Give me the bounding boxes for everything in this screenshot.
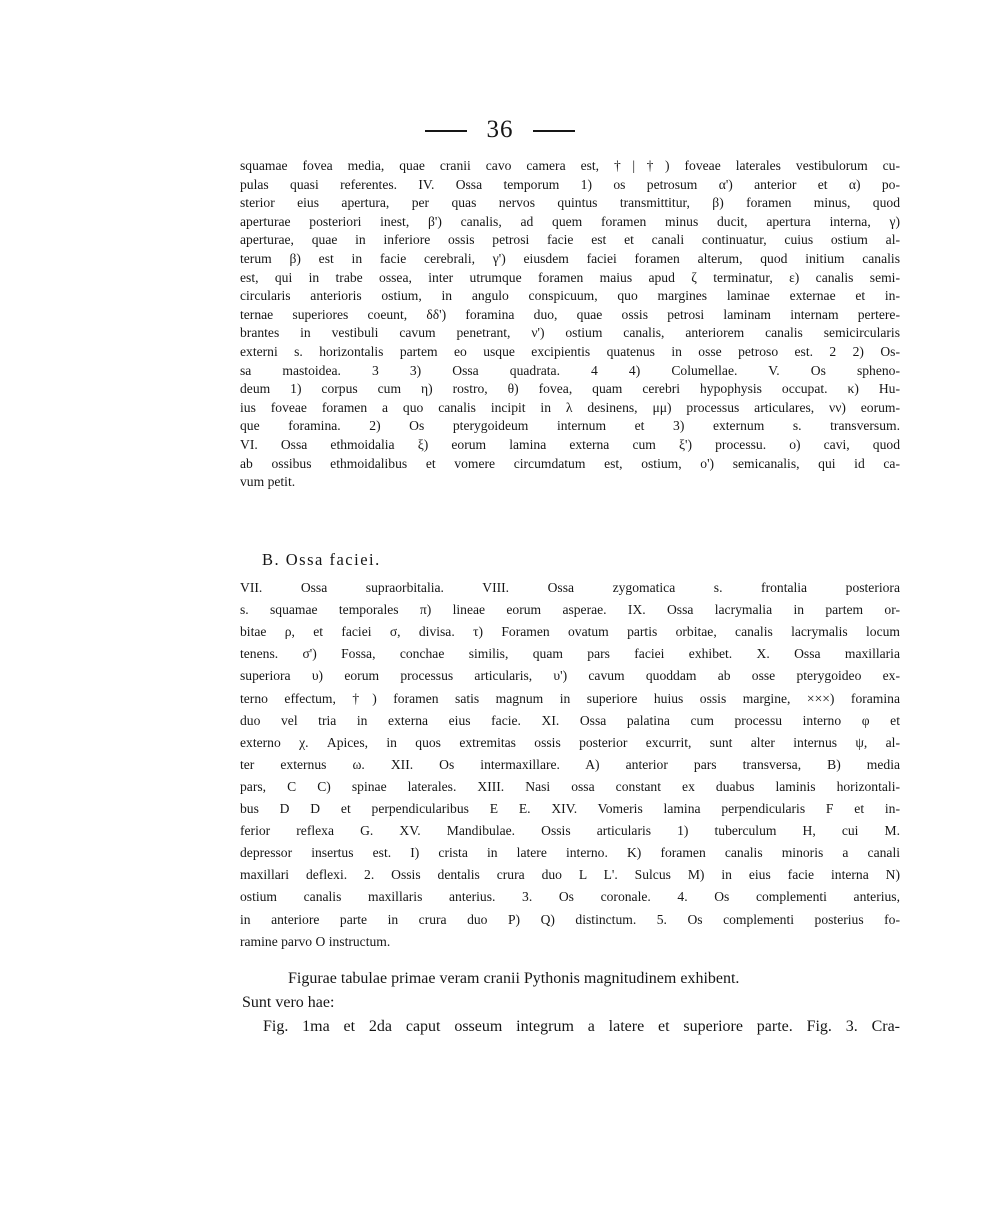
paragraph-line: Figurae tabulae primae veram cranii Pythonis magnitudinem exhibent. [288, 970, 740, 987]
text-line: tenens. σ') Fossa, conchae similis, quam pars faciei exhibet. X. Ossa maxillaria [240, 646, 900, 662]
text-line: vum petit. [240, 474, 296, 490]
header-dash-left [425, 130, 467, 132]
text-line: est, qui in trabe ossea, inter utrumque foramen maius apud ζ terminatur, ε) canalis semi- [240, 269, 900, 285]
text-line: terno effectum, †) foramen satis magnum in superiore huius ossis margine, ×××) foramina [240, 690, 900, 706]
text-line: bitae ρ, et faciei σ, divisa. τ) Foramen ovatum partis orbitae, canalis lacrymalis locum [240, 624, 900, 640]
text-line: terum β) est in facie cerebrali, γ') eiusdem faciei foramen alterum, quod initium canalis [240, 251, 900, 266]
section-heading: B. Ossa faciei. [262, 550, 381, 569]
paragraph-line: Sunt vero hae: [242, 994, 335, 1011]
text-line: ab ossibus ethmoidalibus et vomere circumdatum est, ostium, ο') semicanalis, qui id ca- [240, 455, 900, 471]
text-line: ramine parvo O instructum. [240, 933, 391, 949]
text-line: bus D D et perpendicularibus E E. XIV. Vomeris lamina perpendicularis F et in- [240, 801, 900, 816]
text-line: ternae superiores coeunt, δδ') foramina duo, quae ossis petrosi laminam internam pertere- [240, 306, 900, 322]
text-line: ostium canalis maxillaris anterius. 3. Os coronale. 4. Os complementi anterius, [240, 889, 900, 905]
text-line: circularis anterioris ostium, in angulo conspicuum, quo margines laminae externae et in- [240, 288, 900, 304]
text-line: pulas quasi referentes. IV. Ossa temporum 1) os petrosum α') anterior et α) po- [240, 176, 900, 192]
text-line: s. squamae temporales π) lineae eorum asperae. IX. Ossa lacrymalia in partem or- [240, 602, 900, 618]
page-header [0, 116, 1000, 144]
page-number: 36 [486, 116, 514, 143]
text-line: aperturae, quae in inferiore ossis petrosi facie est et canali continuatur, cuius ostium al- [240, 232, 900, 248]
text-line: que foramina. 2) Os pterygoideum internum et 3) externum s. transversum. [240, 418, 900, 434]
text-line: maxillari deflexi. 2. Ossis dentalis crura duo L L'. Sulcus M) in eius facie interna N) [240, 867, 900, 883]
text-line: squamae fovea media, quae cranii cavo camera est, †|†) foveae laterales vestibulorum cu- [240, 158, 900, 173]
text-line: duo vel tria in externa eius facie. XI. Ossa palatina cum processu interno φ et [240, 712, 900, 728]
text-line: VI. Ossa ethmoidalia ξ) eorum lamina externa cum ξ') processu. ο) cavi, quod [240, 437, 900, 452]
text-line: VII. Ossa supraorbitalia. VIII. Ossa zygomatica s. frontalia posteriora [240, 580, 900, 595]
text-line: ius foveae foramen a quo canalis incipit in λ desinens, μμ) processus articulares, νν) eorum- [240, 399, 900, 415]
text-line: depressor insertus est. I) crista in latere interno. K) foramen canalis minoris a canali [240, 845, 900, 861]
text-line: sa mastoidea. 3 3) Ossa quadrata. 4 4) Columellae. V. Os spheno- [240, 362, 900, 378]
text-line: sterior eius apertura, per quas nervos quintus transmittitur, β) foramen minus, quod [240, 195, 900, 211]
paragraph-line: Fig. 1ma et 2da caput osseum integrum a latere et superiore parte. Fig. 3. Cra- [263, 1018, 900, 1035]
header-dash-right [533, 130, 575, 132]
text-line: aperturae posteriori inest, β') canalis, ad quem foramen minus ducit, apertura interna, γ) [240, 213, 900, 229]
text-line: externi s. horizontalis partem eo usque excipientis quatenus in osse petroso est. 2 2) Os- [240, 344, 900, 359]
text-line: brantes in vestibuli cavum penetrant, ν') ostium canalis, anteriorem canalis semicircularis [240, 325, 900, 341]
text-line: pars, C C) spinae laterales. XIII. Nasi ossa constant ex duabus laminis horizontali- [240, 778, 900, 794]
text-line: deum 1) corpus cum η) rostro, θ) fovea, quam cerebri hypophysis occupat. κ) Hu- [240, 381, 900, 397]
text-line: externo χ. Apices, in quos extremitas ossis posterior excurrit, sunt alter internus ψ, al- [240, 734, 900, 750]
text-line: ferior reflexa G. XV. Mandibulae. Ossis articularis 1) tuberculum H, cui M. [240, 823, 900, 839]
text-line: superiora υ) eorum processus articularis, υ') cavum quoddam ab osse pterygoideo ex- [240, 668, 900, 684]
text-line: ter externus ω. XII. Os intermaxillare. A) anterior pars transversa, B) media [240, 756, 900, 772]
text-line: in anteriore parte in crura duo P) Q) distinctum. 5. Os complementi posterius fo- [240, 911, 900, 927]
